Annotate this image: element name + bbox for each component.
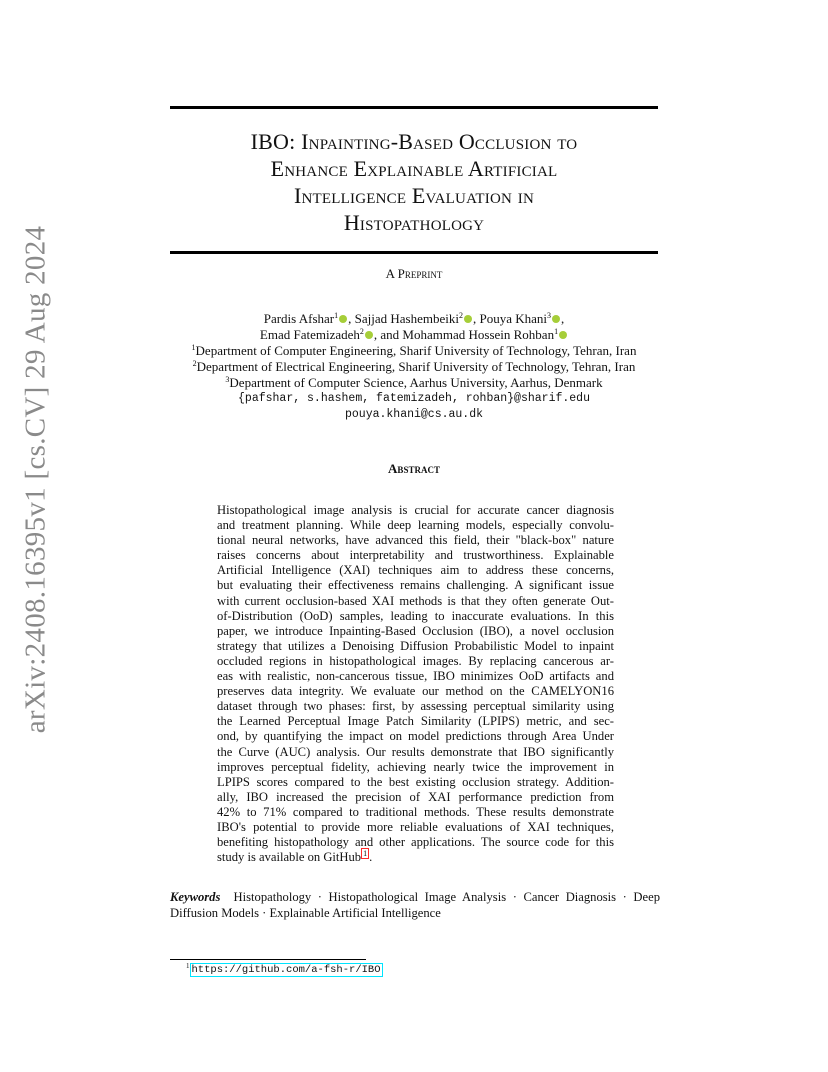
- abstract-line: and treatment planning. While deep learning models, especially convolu-: [217, 518, 614, 533]
- orcid-icon[interactable]: [552, 315, 560, 323]
- keywords-line: [170, 889, 660, 905]
- title-line: Histopathology: [343, 210, 485, 235]
- title-rule-bottom: [170, 251, 658, 254]
- abstract-line: occluded regions in histopathological images. By replacing cancerous ar-: [217, 653, 614, 668]
- author-name: , Sajjad Hashembeiki: [348, 311, 459, 326]
- affiliation-text: Department of Electrical Engineering, Sharif University of Technology, Tehran, Iran: [196, 359, 636, 374]
- abstract-line: benefiting histopathology and other applications. The source code for this: [217, 835, 614, 850]
- author-block: [150, 311, 678, 423]
- orcid-icon[interactable]: [464, 315, 472, 323]
- arxiv-stamp: [14, 225, 58, 734]
- affiliation-sup: 1: [334, 311, 339, 320]
- abstract-line: IBO's potential to provide more reliable evaluations of XAI techniques,: [217, 819, 614, 834]
- affiliation: [150, 343, 678, 359]
- affiliation-text: Department of Computer Engineering, Sharif University of Technology, Tehran, Iran: [195, 343, 637, 358]
- abstract-line: the Curve (AUC) analysis. Our results demonstrate that IBO significantly: [217, 744, 614, 759]
- abstract-line: Histopathological image analysis is crucial for accurate cancer diagnosis: [217, 503, 614, 517]
- title-line: Enhance Explainable Artificial: [270, 156, 558, 181]
- orcid-icon[interactable]: [339, 315, 347, 323]
- affiliation-sup: 1: [191, 343, 196, 352]
- affiliation: [150, 375, 678, 391]
- abstract-line: eas with realistic, non-cancerous tissue, IBO minimizes OoD artifacts and: [217, 669, 614, 684]
- keywords-block: [170, 889, 660, 921]
- footnote-sup: 1: [186, 962, 190, 970]
- abstract-line: ond, by quantifying the impact on model predictions through Area Under: [217, 729, 614, 744]
- abstract-line: with current occlusion-based XAI methods is that they often generate Out-: [217, 593, 614, 608]
- abstract-period: .: [369, 850, 373, 865]
- affiliation-sup: 2: [192, 359, 197, 368]
- author-name: , Pouya Khani: [472, 311, 548, 326]
- affiliation-sup: 2: [359, 327, 364, 336]
- github-link[interactable]: https://github.com/a-fsh-r/IBO: [191, 964, 381, 976]
- arxiv-id: arXiv:2408.16395v1 [cs.CV] 29 Aug 2024: [19, 225, 52, 734]
- abstract-line: strategy that utilizes a Denoising Diffusion Probabilistic Model to inpaint: [217, 638, 614, 653]
- paper-title: [170, 128, 658, 236]
- orcid-icon[interactable]: [365, 331, 373, 339]
- title-line: IBO: Inpainting-Based Occlusion to: [250, 129, 578, 154]
- abstract-line: raises concerns about interpretability and trustworthiness. Explainable: [217, 548, 614, 563]
- abstract-line: [217, 850, 614, 865]
- affiliation-sup: 2: [458, 311, 463, 320]
- author-line: [150, 327, 678, 343]
- footnote: [186, 962, 383, 976]
- author-name: Pardis Afshar: [263, 311, 335, 326]
- preprint-label: A Preprint: [385, 266, 443, 281]
- author-name: , and Mohammad Hossein Rohban: [373, 327, 555, 342]
- author-line: [150, 311, 678, 327]
- affiliation-sup: 1: [554, 327, 559, 336]
- abstract-line: ally, IBO increased the precision of XAI performance prediction from: [217, 789, 614, 804]
- title-rule-top: [170, 106, 658, 109]
- abstract-body: [217, 503, 614, 865]
- abstract-heading: Abstract: [388, 461, 440, 476]
- abstract-line: dataset through two phases: first, by assessing perceptual similarity using: [217, 699, 614, 714]
- abstract-line: improves perceptual fidelity, achieving nearly twice the improvement in: [217, 759, 614, 774]
- email-line: {pafshar, s.hashem, fatemizadeh, rohban}@sharif.edu: [238, 392, 590, 405]
- abstract-line: but evaluating their effectiveness remains challenging. A significant issue: [217, 578, 614, 593]
- abstract-line: LPIPS scores compared to the best existing occlusion strategy. Addition-: [217, 774, 614, 789]
- abstract-last-text: study is available on GitHub: [217, 850, 362, 865]
- orcid-icon[interactable]: [559, 331, 567, 339]
- keywords-label: Keywords: [170, 890, 221, 904]
- abstract-line: the Learned Perceptual Image Patch Similarity (LPIPS) metric, and sec-: [217, 714, 614, 729]
- affiliation-sup: 3: [225, 375, 230, 384]
- footnote-link[interactable]: 1: [363, 849, 368, 859]
- affiliation-sup: 3: [547, 311, 552, 320]
- abstract-line: tional neural networks, have advanced this field, their "black-box" nature: [217, 533, 614, 548]
- keywords-line: Diffusion Models · Explainable Artificial Intelligence: [170, 906, 441, 920]
- email-line: pouya.khani@cs.au.dk: [344, 408, 484, 421]
- affiliation-text: Department of Computer Science, Aarhus University, Aarhus, Denmark: [229, 375, 603, 390]
- abstract-line: paper, we introduce Inpainting-Based Occlusion (IBO), a novel occlusion: [217, 623, 614, 638]
- author-separator: ,: [561, 311, 565, 326]
- abstract-line: Artificial Intelligence (XAI) techniques aim to address these concerns,: [217, 563, 614, 578]
- abstract-line: of-Distribution (OoD) samples, leading to inaccurate evaluations. In this: [217, 608, 614, 623]
- abstract-line: preserves data integrity. We evaluate our method on the CAMELYON16: [217, 684, 614, 699]
- affiliation: [150, 359, 678, 375]
- keywords-text: Histopathology · Histopathological Image Analysis · Cancer Diagnosis · Deep: [233, 890, 661, 904]
- abstract-line: 42% to 71% compared to traditional methods. These results demonstrate: [217, 804, 614, 819]
- author-name: Emad Fatemizadeh: [259, 327, 360, 342]
- title-line: Intelligence Evaluation in: [294, 183, 534, 208]
- footnote-rule: [170, 959, 366, 960]
